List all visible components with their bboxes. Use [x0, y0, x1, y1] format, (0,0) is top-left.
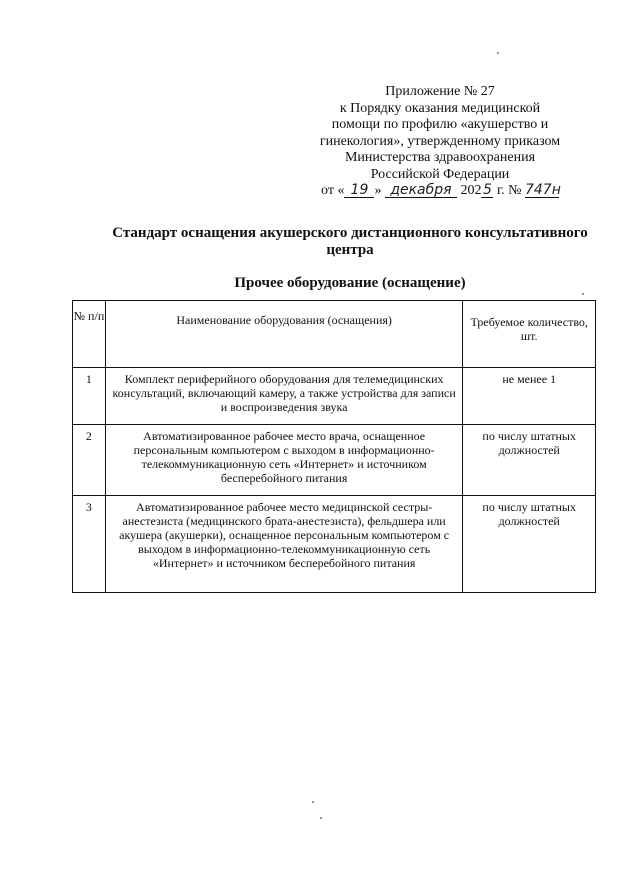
appendix-line: гинекология», утвержденному приказом	[319, 133, 561, 149]
order-date-line	[300, 183, 580, 200]
appendix-line: помощи по профилю «акушерство и	[331, 117, 549, 132]
handwritten-year-digit: 5	[482, 182, 492, 198]
scan-speck	[582, 293, 584, 295]
order-quote-close: »	[374, 183, 382, 198]
row-name: Автоматизированное рабочее место медицинской сестры-анестезиста (медицинского брата-анестезиста), фельдшера или акушера (акушерки), оснащенное персональным компьютером с выходом в информационно-телекоммуникационную сеть «Интернет» и источником бесперебойного питания	[105, 496, 463, 593]
table-row	[73, 425, 596, 496]
appendix-line: Российской Федерации	[370, 166, 510, 182]
row-qty: по числу штатных должностей	[463, 496, 596, 593]
row-name: Автоматизированное рабочее место врача, оснащенное персональным компьютером с выходом в информационно-телекоммуникационную сеть «Интернет» и источником бесперебойного питания	[105, 425, 463, 496]
equipment-table	[72, 300, 596, 593]
header-name: Наименование оборудования (оснащения)	[105, 301, 463, 368]
row-qty: не менее 1	[463, 368, 596, 425]
appendix-line: Приложение № 27	[385, 84, 495, 99]
table-row	[73, 496, 596, 593]
table-header-row	[73, 301, 596, 368]
order-year-suffix: г. №	[493, 183, 522, 198]
header-qty: Требуемое количество, шт.	[463, 301, 596, 368]
scan-speck	[320, 817, 322, 819]
scan-speck	[497, 52, 499, 54]
scan-speck	[312, 801, 314, 803]
handwritten-order-number: 747н	[524, 182, 561, 198]
row-name: Комплект периферийного оборудования для телемедицинских консультаций, включающий камеру, а также устройства для записи и воспроизведения звука	[105, 368, 463, 425]
appendix-header	[300, 84, 580, 200]
order-prefix: от «	[321, 183, 345, 198]
row-num: 2	[73, 425, 106, 496]
row-num: 1	[73, 368, 106, 425]
appendix-line: к Порядку оказания медицинской	[339, 100, 541, 116]
header-num: № п/п	[73, 301, 106, 368]
order-year-prefix: 202	[460, 183, 482, 198]
row-qty: по числу штатных должностей	[463, 425, 596, 496]
handwritten-month: декабря	[385, 183, 457, 198]
handwritten-day: 19	[344, 183, 374, 198]
appendix-line: Министерства здравоохранения	[344, 150, 536, 165]
document-title: Стандарт оснащения акушерского дистанционного консультативного центра	[112, 225, 588, 258]
row-num: 3	[73, 496, 106, 593]
table-row	[73, 368, 596, 425]
section-subtitle: Прочее оборудование (оснащение)	[234, 275, 466, 291]
